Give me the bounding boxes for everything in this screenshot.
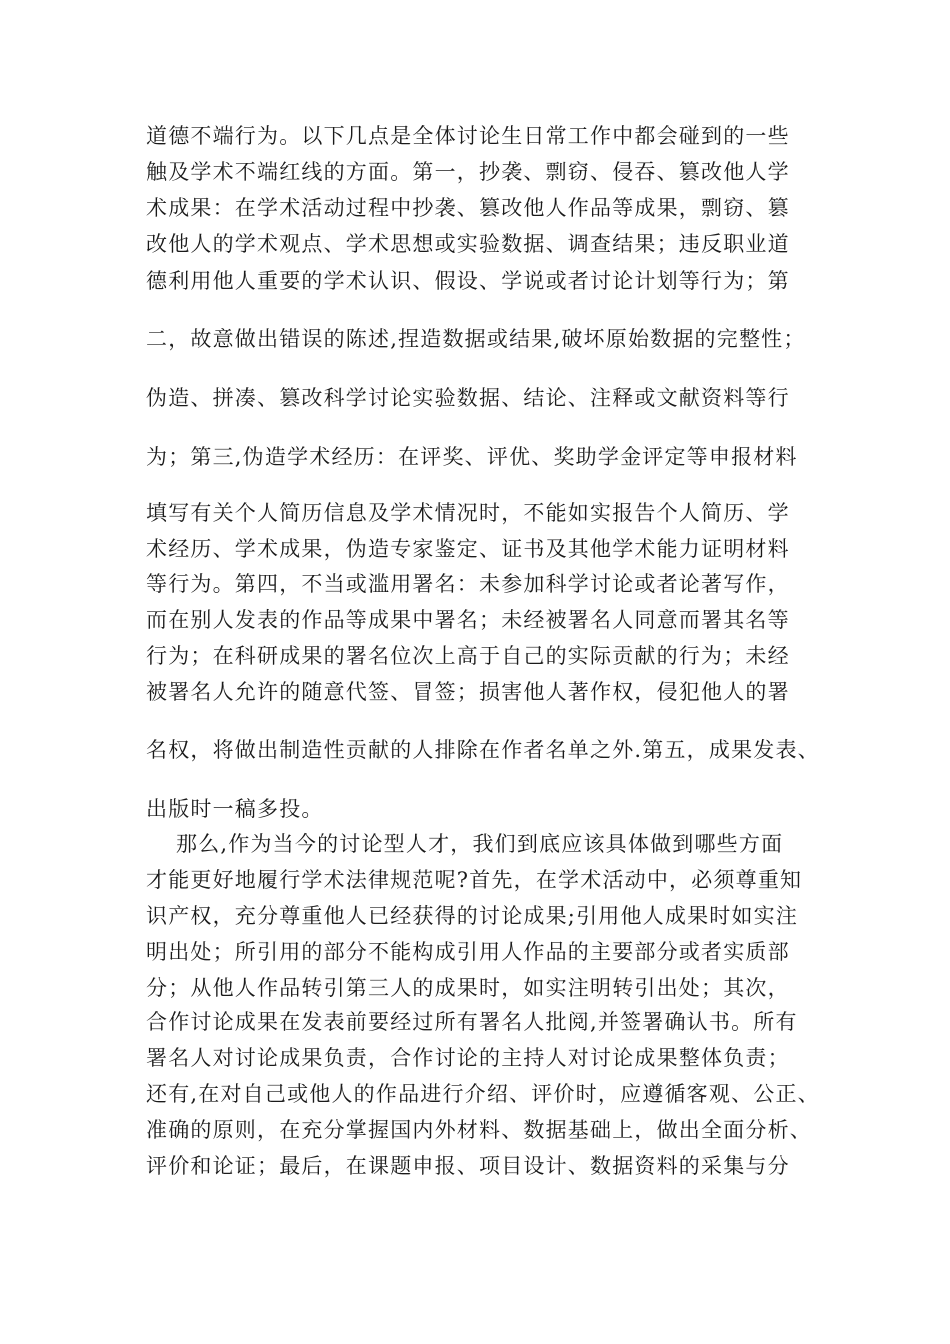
text-line: 术经历、学术成果，伪造专家鉴定、证书及其他学术能力证明材料: [146, 537, 790, 561]
text-line: 名权，将做出制造性贡献的人排除在作者名单之外.第五，成果发表、: [146, 738, 820, 762]
text-line: 德利用他人重要的学术认识、假设、学说或者讨论计划等行为；第: [146, 269, 790, 293]
text-line: 还有,在对自己或他人的作品进行介绍、评价时，应遵循客观、公正、: [146, 1082, 820, 1106]
text-line: 二，故意做出错误的陈述,捏造数据或结果,破坏原始数据的完整性；: [146, 327, 806, 351]
text-line: 被署名人允许的随意代签、冒签；损害他人著作权，侵犯他人的署: [146, 680, 790, 704]
text-line: 而在别人发表的作品等成果中署名；未经被署名人同意而署其名等: [146, 608, 790, 632]
text-line: 伪造、拼凑、篡改科学讨论实验数据、结论、注释或文献资料等行: [146, 386, 790, 410]
text-line: 触及学术不端红线的方面。第一，抄袭、剽窃、侵吞、篡改他人学: [146, 160, 790, 184]
text-line: 为；第三,伪造学术经历：在评奖、评优、奖助学金评定等申报材料: [146, 445, 798, 469]
text-line: 改他人的学术观点、学术思想或实验数据、调查结果；违反职业道: [146, 232, 790, 256]
text-line: 术成果：在学术活动过程中抄袭、篡改他人作品等成果，剽窃、篡: [146, 196, 790, 220]
text-line: 合作讨论成果在发表前要经过所有署名人批阅,并签署确认书。所有: [146, 1010, 798, 1034]
text-line: 识产权，充分尊重他人已经获得的讨论成果;引用他人成果时如实注: [146, 904, 799, 928]
text-line: 等行为。第四，不当或滥用署名：未参加科学讨论或者论著写作，: [146, 572, 790, 596]
text-line: 评价和论证；最后，在课题申报、项目设计、数据资料的采集与分: [146, 1154, 790, 1178]
text-line: 出版时一稿多投。: [146, 797, 324, 821]
text-line: 准确的原则，在充分掌握国内外材料、数据基础上，做出全面分析、: [146, 1118, 812, 1142]
text-line: 行为；在科研成果的署名位次上高于自己的实际贡献的行为；未经: [146, 644, 790, 668]
text-line: 填写有关个人简历信息及学术情况时，不能如实报告个人简历、学: [146, 501, 790, 525]
text-line: 道德不端行为。以下几点是全体讨论生日常工作中都会碰到的一些: [146, 124, 790, 148]
text-line: 署名人对讨论成果负责，合作讨论的主持人对讨论成果整体负责；: [146, 1046, 790, 1070]
text-line: 分；从他人作品转引第三人的成果时，如实注明转引出处；其次，: [146, 976, 790, 1000]
text-line: 才能更好地履行学术法律规范呢?首先，在学术活动中，必须尊重知: [146, 868, 803, 892]
paragraph-first-line: 那么,作为当今的讨论型人才，我们到底应该具体做到哪些方面: [176, 832, 784, 856]
text-line: 明出处；所引用的部分不能构成引用人作品的主要部分或者实质部: [146, 940, 790, 964]
